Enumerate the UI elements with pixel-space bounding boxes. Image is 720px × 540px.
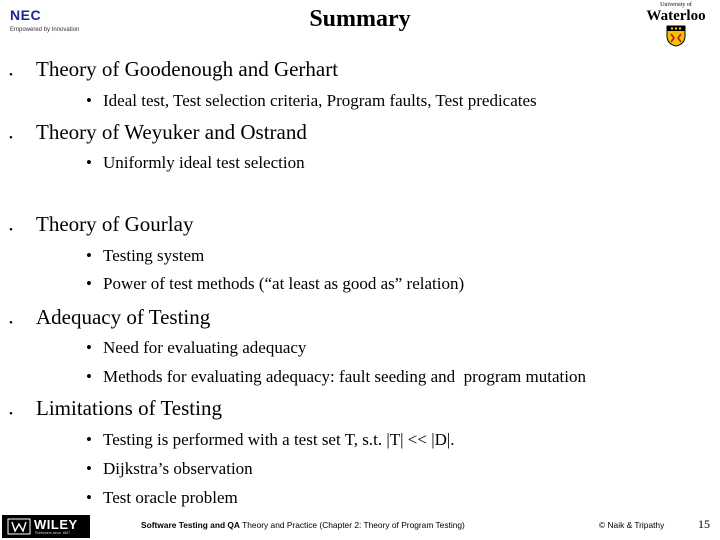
sub-point xyxy=(86,430,455,450)
sub-point xyxy=(86,91,537,111)
section-heading-text: Limitations of Testing xyxy=(36,396,222,420)
bullet-icon: • xyxy=(9,408,13,420)
sub-point xyxy=(86,338,307,358)
section-heading-text: Theory of Weyuker and Ostrand xyxy=(36,120,307,144)
bullet-icon: • xyxy=(86,367,92,386)
bullet-icon: • xyxy=(9,132,13,144)
sub-point-text: Test oracle problem xyxy=(103,488,238,507)
slide-title: Summary xyxy=(309,6,411,32)
bullet-icon: • xyxy=(86,459,92,478)
sub-point-text: Testing is performed with a test set T, s.t. |T| << |D|. xyxy=(103,430,455,449)
uw-logo-small-text: University of xyxy=(660,2,692,8)
bullet-icon: • xyxy=(9,224,13,236)
section-heading xyxy=(9,120,307,144)
crest-icon xyxy=(665,25,687,47)
bullet-icon: • xyxy=(86,91,92,110)
bullet-icon: • xyxy=(86,338,92,357)
sub-point-text: Need for evaluating adequacy xyxy=(103,338,307,357)
footer-book-title-rest: Theory and Practice (Chapter 2: Theory of Program Testing) xyxy=(239,520,465,530)
sub-point-text: Testing system xyxy=(103,246,205,265)
bullet-icon: • xyxy=(86,488,92,507)
section-heading xyxy=(9,305,211,329)
bullet-icon: • xyxy=(9,317,13,329)
wiley-emblem-icon xyxy=(7,518,31,535)
sub-point xyxy=(86,488,238,508)
sub-point xyxy=(86,246,205,266)
university-of-waterloo-logo xyxy=(634,2,718,48)
sub-point xyxy=(86,274,465,294)
section-heading xyxy=(9,396,222,420)
sub-point-text: Dijkstra’s observation xyxy=(103,459,253,478)
nec-logo-tagline: Empowered by Innovation xyxy=(10,27,80,33)
footer-copyright: © Naik & Tripathy xyxy=(599,520,665,530)
section-heading xyxy=(9,212,194,236)
wiley-logo xyxy=(2,515,90,538)
sub-point xyxy=(86,367,586,387)
page-number: 15 xyxy=(698,517,710,531)
section-heading-text: Adequacy of Testing xyxy=(36,305,211,329)
wiley-logo-subtext: Publishers since 1807 xyxy=(35,531,71,535)
sub-point-text: Methods for evaluating adequacy: fault seeding and program mutation xyxy=(103,367,586,386)
section-heading xyxy=(9,57,339,81)
uw-logo-big-text: Waterloo xyxy=(646,8,706,24)
bullet-icon: • xyxy=(86,430,92,449)
footer-book-title xyxy=(141,520,465,530)
bullet-icon: • xyxy=(9,69,13,81)
sub-point xyxy=(86,153,305,173)
sub-point-text: Power of test methods (“at least as good as” relation) xyxy=(103,274,465,293)
sub-point xyxy=(86,459,253,479)
sub-point-text: Uniformly ideal test selection xyxy=(103,153,305,172)
bullet-icon: • xyxy=(86,274,92,293)
wiley-logo-text: WILEY xyxy=(34,517,78,532)
section-heading-text: Theory of Goodenough and Gerhart xyxy=(36,57,339,81)
bullet-icon: • xyxy=(86,153,92,172)
footer-book-title-bold: Software Testing and QA xyxy=(141,520,240,530)
bullet-icon: • xyxy=(86,246,92,265)
section-heading-text: Theory of Gourlay xyxy=(36,212,194,236)
nec-logo-word: NEC xyxy=(10,7,42,23)
sub-point-text: Ideal test, Test selection criteria, Program faults, Test predicates xyxy=(103,91,537,110)
